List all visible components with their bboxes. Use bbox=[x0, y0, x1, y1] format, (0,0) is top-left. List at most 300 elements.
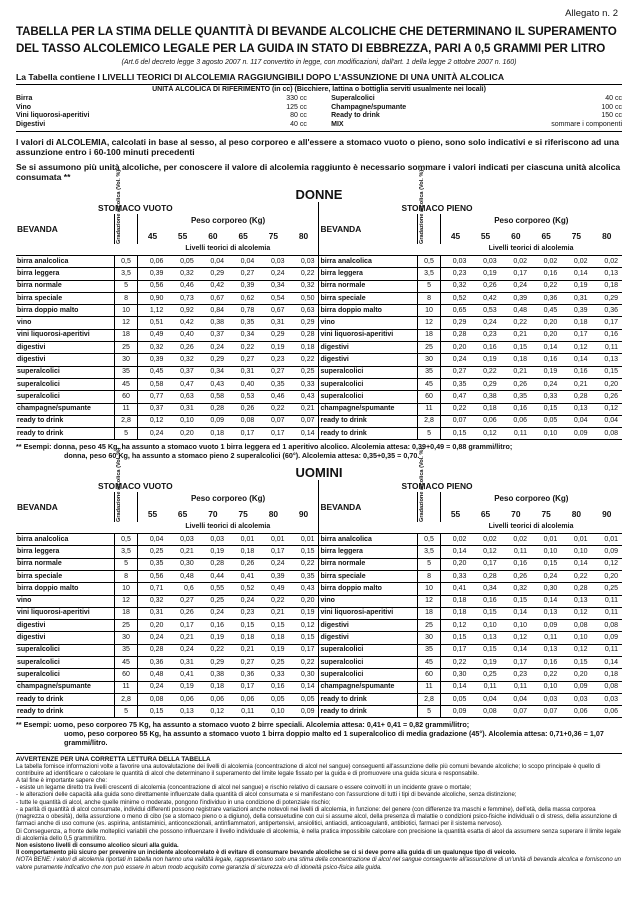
alcolemia-value: 0,90 bbox=[137, 292, 167, 304]
alcolemia-value: 0,12 bbox=[561, 342, 591, 354]
alcolemia-value: 0,25 bbox=[289, 366, 319, 378]
gradazione-value: 60 bbox=[418, 391, 440, 403]
unit-row bbox=[331, 95, 622, 104]
alcolemia-value: 0,20 bbox=[531, 317, 561, 329]
table-row bbox=[16, 329, 622, 341]
subtitle: (Art.6 del decreto legge 3 agosto 2007 n. 117 convertito in legge, con modificazioni, dall'art. 1 della legge 2 ottobre 2007 n. 160) bbox=[121, 59, 517, 66]
drink-name: birra analcolica bbox=[16, 255, 115, 267]
alcolemia-value: 0,73 bbox=[167, 292, 197, 304]
gradazione-label: Gradazione alcolica (Vol. %) bbox=[116, 447, 123, 522]
alcolemia-value: 0,10 bbox=[167, 415, 197, 427]
alcolemia-value: 0,01 bbox=[258, 534, 288, 546]
alcolemia-value: 0,25 bbox=[592, 583, 622, 595]
gradazione-value: 10 bbox=[418, 583, 440, 595]
drink-name: birra normale bbox=[319, 558, 418, 570]
alcolemia-value: 0,17 bbox=[258, 428, 288, 440]
alcolemia-value: 0,19 bbox=[258, 644, 288, 656]
alcolemia-value: 0,35 bbox=[258, 378, 288, 390]
alcolemia-value: 0,09 bbox=[531, 620, 561, 632]
alcolemia-value: 0,16 bbox=[470, 342, 500, 354]
unit-volume: 40 cc bbox=[290, 120, 307, 128]
spacer bbox=[16, 522, 137, 534]
alcolemia-value: 0,22 bbox=[440, 656, 470, 668]
alcolemia-value: 0,12 bbox=[440, 620, 470, 632]
gradazione-value: 45 bbox=[115, 378, 137, 390]
table-row bbox=[16, 681, 622, 693]
alcolemia-value: 0,17 bbox=[228, 428, 258, 440]
drink-name: birra leggera bbox=[319, 546, 418, 558]
weight-header: 80 bbox=[571, 509, 582, 520]
alcolemia-value: 0,30 bbox=[440, 669, 470, 681]
unit-volume: 150 cc bbox=[601, 112, 622, 120]
drink-name: birra doppio malto bbox=[319, 305, 418, 317]
alcolemia-value: 0,14 bbox=[592, 656, 622, 668]
alcolemia-value: 0,14 bbox=[561, 558, 591, 570]
alcolemia-value: 0,16 bbox=[258, 681, 288, 693]
peso-header: Peso corporeo (Kg) bbox=[494, 494, 569, 504]
alcolemia-value: 0,09 bbox=[198, 415, 228, 427]
warning-item: - le alterazioni delle capacità alla guida sono direttamente influenzate dalla quantità di alcol consumata e si manifestano con l'assunzione di tutti i tipi di bevande alcoliche, senza distinzione; bbox=[16, 792, 517, 799]
alcolemia-value: 0,14 bbox=[561, 354, 591, 366]
alcolemia-value: 0,20 bbox=[440, 342, 470, 354]
gradazione-value: 11 bbox=[418, 403, 440, 415]
unit-volume: 125 cc bbox=[286, 103, 307, 111]
alcolemia-value: 0,17 bbox=[501, 656, 531, 668]
alcolemia-value: 0,26 bbox=[470, 280, 500, 292]
alcolemia-value: 0,37 bbox=[198, 329, 228, 341]
table-row bbox=[16, 693, 622, 705]
alcolemia-value: 0,18 bbox=[592, 280, 622, 292]
alcolemia-value: 0,01 bbox=[289, 534, 319, 546]
alcolemia-value: 0,15 bbox=[470, 644, 500, 656]
gradazione-value: 35 bbox=[418, 366, 440, 378]
alcolemia-value: 0,05 bbox=[258, 693, 288, 705]
alcolemia-value: 0,21 bbox=[289, 403, 319, 415]
weight-header: 75 bbox=[571, 231, 582, 242]
gradazione-value: 2,8 bbox=[418, 415, 440, 427]
weight-header: 55 bbox=[480, 231, 491, 242]
alcolemia-value: 0,41 bbox=[440, 583, 470, 595]
drink-name: superalcolici bbox=[16, 656, 115, 668]
unit-volume: sommare i componenti bbox=[551, 120, 622, 128]
alcolemia-value: 0,29 bbox=[289, 317, 319, 329]
alcolemia-value: 0,54 bbox=[258, 292, 288, 304]
alcolemia-value: 0,38 bbox=[198, 669, 228, 681]
alcolemia-value: 0,92 bbox=[167, 305, 197, 317]
alcolemia-value: 0,03 bbox=[167, 534, 197, 546]
alcolemia-value: 0,63 bbox=[289, 305, 319, 317]
peso-header: Peso corporeo (Kg) bbox=[190, 494, 266, 504]
alcolemia-value: 0,11 bbox=[531, 632, 561, 644]
drink-name: digestivi bbox=[16, 342, 115, 354]
unit-row bbox=[331, 121, 622, 130]
weight-header: 80 bbox=[298, 231, 309, 242]
alcolemia-value: 0,18 bbox=[228, 546, 258, 558]
alcolemia-value: 0,39 bbox=[561, 305, 591, 317]
alcolemia-value: 0,17 bbox=[258, 546, 288, 558]
alcolemia-value: 0,32 bbox=[137, 595, 167, 607]
alcolemia-value: 0,42 bbox=[198, 280, 228, 292]
drink-name: birra speciale bbox=[16, 570, 115, 582]
table-row bbox=[16, 403, 622, 415]
alcolemia-value: 0,39 bbox=[137, 354, 167, 366]
alcolemia-value: 0,12 bbox=[137, 415, 167, 427]
alcolemia-value: 0,28 bbox=[137, 644, 167, 656]
gradazione-label: Gradazione alcolica (Vol. %) bbox=[419, 447, 426, 522]
alcolemia-value: 0,19 bbox=[289, 607, 319, 619]
gradazione-label: Gradazione alcolica (Vol. %) bbox=[116, 169, 123, 244]
drink-name: birra leggera bbox=[16, 268, 115, 280]
alcolemia-value: 0,50 bbox=[289, 292, 319, 304]
gradazione-value: 30 bbox=[418, 354, 440, 366]
alcolemia-value: 0,18 bbox=[501, 354, 531, 366]
alcolemia-value: 0,22 bbox=[531, 280, 561, 292]
alcolemia-value: 0,22 bbox=[289, 268, 319, 280]
unit-reference-box bbox=[16, 84, 622, 132]
alcolemia-value: 0,17 bbox=[592, 317, 622, 329]
alcolemia-value: 0,30 bbox=[289, 669, 319, 681]
alcolemia-value: 0,43 bbox=[289, 583, 319, 595]
drink-name: birra leggera bbox=[319, 268, 418, 280]
alcolemia-value: 0,23 bbox=[470, 329, 500, 341]
weight-header: 90 bbox=[602, 509, 612, 520]
alcolemia-value: 0,77 bbox=[137, 391, 167, 403]
unit-drink: Vino bbox=[16, 103, 32, 111]
unit-drink: Superalcolici bbox=[331, 95, 375, 102]
table-row bbox=[16, 292, 622, 304]
alcolemia-value: 0,27 bbox=[228, 656, 258, 668]
weight-header: 65 bbox=[541, 231, 551, 242]
alcolemia-value: 0,30 bbox=[167, 558, 197, 570]
gradazione-value: 11 bbox=[418, 681, 440, 693]
example-1: ** Esempi: donna, peso 45 Kg, ha assunto a stomaco vuoto 1 birra leggera ed 1 aperitivo alcolico. Alcolemia attesa: 0,39+0,49 = 0,88 grammi/litro; bbox=[16, 442, 513, 452]
alcolemia-value: 0,24 bbox=[167, 644, 197, 656]
alcolemia-value: 0,28 bbox=[198, 558, 228, 570]
drink-name: superalcolici bbox=[319, 366, 418, 378]
alcolemia-value: 0,16 bbox=[561, 366, 591, 378]
alcolemia-value: 0,12 bbox=[592, 403, 622, 415]
alcolemia-value: 0,22 bbox=[470, 366, 500, 378]
alcolemia-value: 0,47 bbox=[440, 391, 470, 403]
alcolemia-value: 0,15 bbox=[258, 620, 288, 632]
weight-header: 70 bbox=[208, 509, 218, 520]
drink-name: digestivi bbox=[319, 632, 418, 644]
table-row bbox=[16, 366, 622, 378]
alcolemia-value: 0,28 bbox=[440, 329, 470, 341]
alcolemia-value: 0,16 bbox=[501, 558, 531, 570]
document-page bbox=[16, 0, 622, 872]
unit-volume: 40 cc bbox=[605, 95, 622, 102]
alcolemia-value: 0,22 bbox=[289, 558, 319, 570]
alcolemia-value: 0,20 bbox=[592, 570, 622, 582]
alcolemia-value: 0,30 bbox=[531, 583, 561, 595]
gradazione-value: 18 bbox=[115, 329, 137, 341]
gradazione-value: 30 bbox=[115, 632, 137, 644]
alcolemia-value: 0,17 bbox=[440, 644, 470, 656]
drink-name: vini liquorosi-aperitivi bbox=[16, 329, 115, 341]
alcolemia-value: 0,05 bbox=[531, 415, 561, 427]
table-row bbox=[16, 534, 622, 546]
gradazione-value: 18 bbox=[418, 329, 440, 341]
alcolemia-value: 0,13 bbox=[592, 354, 622, 366]
alcolemia-value: 0,31 bbox=[167, 656, 197, 668]
alcolemia-value: 0,14 bbox=[440, 546, 470, 558]
alcolemia-value: 0,01 bbox=[531, 534, 561, 546]
alcolemia-value: 0,16 bbox=[198, 620, 228, 632]
bevanda-header: BEVANDA bbox=[319, 214, 418, 244]
alcolemia-value: 0,32 bbox=[137, 342, 167, 354]
stomaco-pieno-label: STOMACO PIENO bbox=[319, 480, 622, 491]
gradazione-header bbox=[418, 169, 440, 244]
alcolemia-value: 0,06 bbox=[228, 693, 258, 705]
alcolemia-value: 0,15 bbox=[592, 366, 622, 378]
alcolemia-value: 0,27 bbox=[228, 268, 258, 280]
gradazione-value: 25 bbox=[418, 342, 440, 354]
alcolemia-value: 0,48 bbox=[167, 570, 197, 582]
alcolemia-value: 0,20 bbox=[440, 558, 470, 570]
drink-name: superalcolici bbox=[16, 669, 115, 681]
alcolemia-value: 0,51 bbox=[137, 317, 167, 329]
alcolemia-value: 0,22 bbox=[228, 342, 258, 354]
section-title-uomini: UOMINI bbox=[295, 465, 343, 481]
alcolemia-value: 0,18 bbox=[198, 681, 228, 693]
alcolemia-value: 0,06 bbox=[198, 693, 228, 705]
gradazione-value: 3,5 bbox=[115, 546, 137, 558]
alcolemia-value: 0,49 bbox=[137, 329, 167, 341]
alcolemia-value: 0,67 bbox=[258, 305, 288, 317]
alcolemia-value: 0,23 bbox=[440, 268, 470, 280]
alcolemia-value: 0,29 bbox=[592, 292, 622, 304]
alcolemia-value: 0,35 bbox=[137, 558, 167, 570]
alcolemia-value: 0,56 bbox=[137, 570, 167, 582]
alcolemia-value: 0,15 bbox=[289, 546, 319, 558]
drink-name: superalcolici bbox=[319, 669, 418, 681]
bevanda-header: BEVANDA bbox=[17, 223, 58, 234]
alcolemia-value: 0,19 bbox=[198, 546, 228, 558]
alcolemia-value: 0,04 bbox=[501, 693, 531, 705]
alcolemia-value: 0,04 bbox=[470, 693, 500, 705]
drink-name: superalcolici bbox=[319, 378, 418, 390]
alcolemia-value: 0,43 bbox=[289, 391, 319, 403]
alcolemia-value: 0,05 bbox=[440, 693, 470, 705]
unit-row bbox=[331, 104, 622, 113]
alcolemia-value: 0,03 bbox=[258, 255, 288, 267]
alcolemia-value: 0,63 bbox=[167, 391, 197, 403]
drink-name: ready to drink bbox=[319, 693, 418, 705]
alcolemia-value: 0,53 bbox=[228, 391, 258, 403]
example-note bbox=[16, 442, 622, 460]
gradazione-value: 60 bbox=[115, 391, 137, 403]
alcolemia-value: 0,20 bbox=[592, 378, 622, 390]
unit-drink: Ready to drink bbox=[331, 112, 380, 120]
alcolemia-value: 0,16 bbox=[592, 329, 622, 341]
alcolemia-value: 0,19 bbox=[258, 342, 288, 354]
alcolemia-value: 0,28 bbox=[470, 570, 500, 582]
alcolemia-value: 0,49 bbox=[258, 583, 288, 595]
alcolemia-value: 0,19 bbox=[531, 366, 561, 378]
drink-name: vini liquorosi-aperitivi bbox=[16, 607, 115, 619]
alcolemia-value: 0,45 bbox=[137, 366, 167, 378]
alcolemia-value: 0,22 bbox=[289, 354, 319, 366]
unit-list-right bbox=[331, 95, 622, 129]
annex-label: Allegato n. 2 bbox=[565, 8, 618, 19]
alcolemia-value: 0,03 bbox=[470, 255, 500, 267]
alcolemia-value: 0,29 bbox=[470, 378, 500, 390]
alcolemia-value: 0,22 bbox=[501, 317, 531, 329]
table-row bbox=[16, 632, 622, 644]
gradazione-value: 10 bbox=[418, 305, 440, 317]
alcolemia-value: 0,38 bbox=[198, 317, 228, 329]
alcolemia-value: 0,03 bbox=[592, 693, 622, 705]
alcolemia-value: 0,01 bbox=[592, 534, 622, 546]
alcolemia-value: 0,26 bbox=[167, 342, 197, 354]
gradazione-value: 8 bbox=[115, 292, 137, 304]
alcolemia-value: 0,58 bbox=[137, 378, 167, 390]
alcolemia-value: 0,15 bbox=[531, 558, 561, 570]
alcolemia-value: 0,36 bbox=[531, 292, 561, 304]
alcolemia-value: 0,12 bbox=[470, 428, 500, 440]
alcolemia-value: 0,18 bbox=[440, 595, 470, 607]
alcolemia-value: 0,13 bbox=[561, 595, 591, 607]
drink-name: birra leggera bbox=[16, 546, 115, 558]
alcolemia-value: 0,23 bbox=[501, 669, 531, 681]
drink-name: birra speciale bbox=[16, 292, 115, 304]
alcolemia-value: 0,39 bbox=[258, 570, 288, 582]
livelli-header: Livelli teorici di alcolemia bbox=[137, 522, 319, 534]
alcolemia-value: 0,08 bbox=[470, 706, 500, 718]
alcolemia-value: 0,12 bbox=[198, 706, 228, 718]
alcolemia-value: 0,62 bbox=[228, 292, 258, 304]
alcolemia-value: 0,39 bbox=[501, 292, 531, 304]
drink-name: superalcolici bbox=[319, 391, 418, 403]
alcolemia-value: 0,40 bbox=[228, 378, 258, 390]
alcolemia-value: 0,32 bbox=[289, 280, 319, 292]
gradazione-value: 5 bbox=[115, 280, 137, 292]
table-row bbox=[16, 268, 622, 280]
gradazione-value: 12 bbox=[115, 317, 137, 329]
alcolemia-value: 0,10 bbox=[561, 632, 591, 644]
gradazione-value: 8 bbox=[115, 570, 137, 582]
gradazione-value: 60 bbox=[418, 669, 440, 681]
unit-list-left bbox=[16, 95, 307, 129]
alcolemia-value: 0,48 bbox=[137, 669, 167, 681]
alcolemia-value: 0,08 bbox=[592, 620, 622, 632]
warnings-list bbox=[16, 785, 622, 828]
alcolemia-value: 0,19 bbox=[167, 681, 197, 693]
gradazione-value: 35 bbox=[115, 644, 137, 656]
alcolemia-value: 0,26 bbox=[501, 378, 531, 390]
drink-name: vini liquorosi-aperitivi bbox=[319, 607, 418, 619]
alcolemia-value: 0,13 bbox=[531, 644, 561, 656]
alcolemia-value: 1,12 bbox=[137, 305, 167, 317]
weight-header: 55 bbox=[450, 509, 461, 520]
alcolemia-value: 0,31 bbox=[228, 366, 258, 378]
alcolemia-value: 0,24 bbox=[198, 607, 228, 619]
alcolemia-value: 0,10 bbox=[561, 546, 591, 558]
alcolemia-value: 0,36 bbox=[137, 656, 167, 668]
alcolemia-value: 0,12 bbox=[501, 632, 531, 644]
drink-name: vino bbox=[319, 317, 418, 329]
alcolemia-value: 0,43 bbox=[198, 378, 228, 390]
weight-header: 65 bbox=[238, 231, 248, 242]
unit-row bbox=[16, 104, 307, 113]
unit-row bbox=[331, 112, 622, 121]
drink-name: ready to drink bbox=[319, 706, 418, 718]
spacer bbox=[319, 522, 440, 534]
alcolemia-value: 0,25 bbox=[258, 656, 288, 668]
gradazione-value: 2,8 bbox=[418, 693, 440, 705]
spacer bbox=[319, 244, 440, 256]
gradazione-value: 11 bbox=[115, 681, 137, 693]
alcolemia-value: 0,11 bbox=[501, 681, 531, 693]
alcolemia-value: 0,27 bbox=[440, 366, 470, 378]
alcolemia-value: 0,04 bbox=[592, 415, 622, 427]
alcolemia-value: 0,03 bbox=[561, 693, 591, 705]
alcolemia-value: 0,19 bbox=[470, 354, 500, 366]
section-title-donne: DONNE bbox=[295, 187, 343, 203]
alcolemia-value: 0,33 bbox=[531, 391, 561, 403]
gradazione-value: 60 bbox=[115, 669, 137, 681]
gradazione-value: 30 bbox=[115, 354, 137, 366]
alcolemia-value: 0,39 bbox=[228, 280, 258, 292]
alcolemia-value: 0,46 bbox=[258, 391, 288, 403]
alcolemia-value: 0,35 bbox=[501, 391, 531, 403]
alcolemia-value: 0,14 bbox=[531, 342, 561, 354]
alcolemia-value: 0,09 bbox=[289, 706, 319, 718]
bevanda-header: BEVANDA bbox=[17, 501, 58, 512]
gradazione-value: 2,8 bbox=[115, 415, 137, 427]
alcolemia-value: 0,05 bbox=[167, 255, 197, 267]
alcolemia-value: 0,15 bbox=[228, 620, 258, 632]
alcolemia-value: 0,18 bbox=[592, 669, 622, 681]
drink-name: champagne/spumante bbox=[16, 403, 115, 415]
alcolemia-value: 0,13 bbox=[592, 268, 622, 280]
gradazione-value: 0,5 bbox=[115, 255, 137, 267]
alcolemia-value: 0,18 bbox=[561, 317, 591, 329]
alcolemia-value: 0,11 bbox=[592, 342, 622, 354]
gradazione-value: 3,5 bbox=[115, 268, 137, 280]
alcolemia-value: 0,27 bbox=[228, 354, 258, 366]
gradazione-label: Gradazione alcolica (Vol. %) bbox=[419, 169, 426, 244]
warning-item: - tutte le quantità di alcol, anche quelle minime o moderate, pongono l'individuo in una condizione di potenziale rischio; bbox=[16, 799, 331, 806]
gradazione-value: 18 bbox=[115, 607, 137, 619]
table-row bbox=[16, 546, 622, 558]
table-row bbox=[16, 669, 622, 681]
title-line-1: TABELLA PER LA STIMA DELLE QUANTITÀ DI BEVANDE ALCOLICHE CHE DETERMINANO IL SUPERAMENTO bbox=[16, 25, 617, 38]
alcolemia-value: 0,22 bbox=[198, 644, 228, 656]
drink-name: champagne/spumante bbox=[319, 681, 418, 693]
weight-header: 45 bbox=[450, 231, 461, 242]
alcolemia-value: 0,22 bbox=[289, 656, 319, 668]
alcolemia-value: 0,22 bbox=[561, 570, 591, 582]
gradazione-value: 3,5 bbox=[418, 268, 440, 280]
alcolemia-value: 0,28 bbox=[561, 391, 591, 403]
alcolemia-value: 0,31 bbox=[258, 317, 288, 329]
alcolemia-value: 0,06 bbox=[592, 706, 622, 718]
alcolemia-value: 0,36 bbox=[228, 669, 258, 681]
alcolemia-value: 0,39 bbox=[137, 268, 167, 280]
livelli-header: Livelli teorici di alcolemia bbox=[440, 244, 622, 256]
weight-header: 65 bbox=[177, 509, 188, 520]
alcolemia-value: 0,37 bbox=[167, 366, 197, 378]
alcolemia-value: 0,52 bbox=[440, 292, 470, 304]
title-line-2: DEL TASSO ALCOLEMICO LEGALE PER LA GUIDA IN STATO DI EBBREZZA, PARI A 0,5 GRAMMI PER LITRO bbox=[16, 42, 606, 55]
gradazione-value: 11 bbox=[115, 403, 137, 415]
drink-name: birra normale bbox=[16, 280, 115, 292]
alcolemia-value: 0,11 bbox=[592, 607, 622, 619]
alcolemia-value: 0,24 bbox=[440, 354, 470, 366]
table-row bbox=[16, 706, 622, 718]
